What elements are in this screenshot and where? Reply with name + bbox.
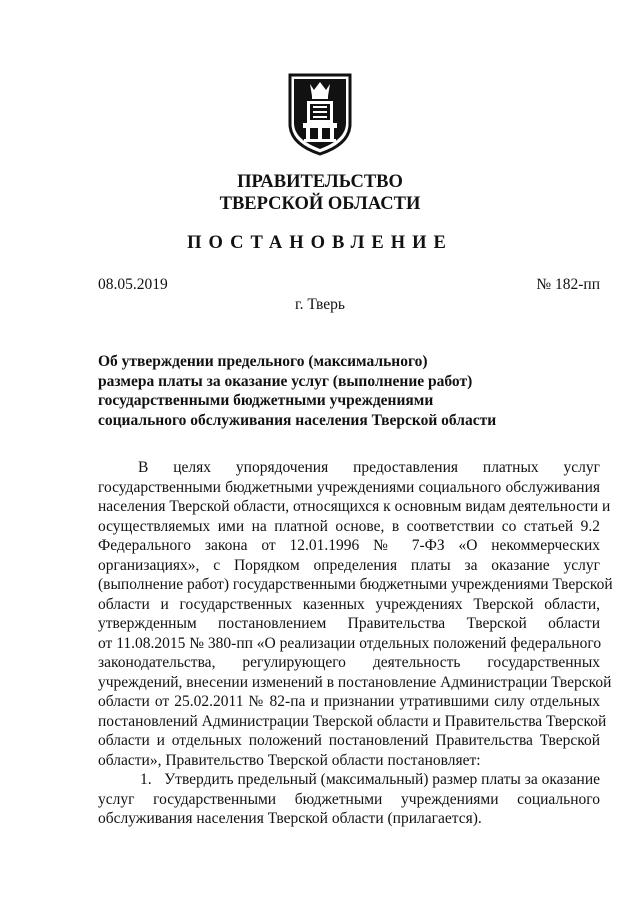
government-name-line2: ТВЕРСКОЙ ОБЛАСТИ: [219, 194, 421, 214]
body-line: области от 25.02.2011 № 82-па и признании утратившими силу отдельных: [98, 693, 600, 710]
subject-line: социального обслуживания населения Тверской области: [98, 411, 497, 429]
document-body: [98, 458, 613, 829]
subject-line: размера платы за оказание услуг (выполнение работ): [98, 372, 473, 390]
body-line: обслуживания населения Тверской области (прилагается).: [98, 810, 482, 827]
body-line: от 11.08.2015 № 380-пп «О реализации отдельных положений федерального: [98, 634, 602, 652]
body-line: Федерального закона от 12.01.1996 № 7-ФЗ «О некоммерческих: [98, 537, 600, 554]
item-number: 1.: [140, 771, 152, 788]
body-line: организациях», с Порядком определения платы за оказание услуг: [98, 556, 600, 574]
document-type-title: ПОСТАНОВЛЕНИЕ: [187, 233, 453, 253]
body-line: государственными бюджетными учреждениями социального обслуживания: [98, 478, 600, 496]
document-subject: [98, 352, 518, 430]
body-line: учреждений, внесении изменений в постановление Администрации Тверской: [98, 673, 612, 691]
body-line: законодательства, регулирующего деятельность государственных: [98, 654, 600, 671]
subject-line: Об утверждении предельного (максимального): [98, 353, 428, 370]
document-city: г. Тверь: [295, 296, 345, 313]
tver-coat-of-arms-icon: [287, 72, 353, 156]
body-line: (выполнение работ) государственными бюджетными учреждениями Тверской: [98, 576, 613, 593]
document-number: № 182-пп: [536, 276, 600, 293]
body-line: утвержденным постановлением Правительства Тверской области: [98, 615, 600, 632]
government-name-line1: ПРАВИТЕЛЬСТВО: [237, 172, 403, 192]
body-line: Утвердить предельный (максимальный) размер платы за оказание: [164, 771, 600, 788]
document-date: 08.05.2019: [98, 276, 168, 293]
item-1-first-line: [98, 770, 600, 790]
subject-line: государственными бюджетными учреждениями: [98, 392, 434, 409]
body-line: области и отдельных положений постановлений Правительства Тверской: [98, 732, 600, 749]
body-line: населения Тверской области, относящихся к основным видам деятельности и: [98, 498, 611, 515]
body-line: области и государственных казенных учреждениях Тверской области,: [98, 595, 600, 613]
body-line: осуществляемых ими на платной основе, в соответствии со статьей 9.2: [98, 517, 600, 535]
body-line: области», Правительство Тверской области постановляет:: [98, 751, 481, 769]
body-line: В целях упорядочения предоставления платных услуг: [138, 459, 600, 476]
body-line: услуг государственными бюджетными учреждениями социального: [98, 790, 600, 808]
body-line: постановлений Администрации Тверской области и Правительства Тверской: [98, 712, 607, 730]
